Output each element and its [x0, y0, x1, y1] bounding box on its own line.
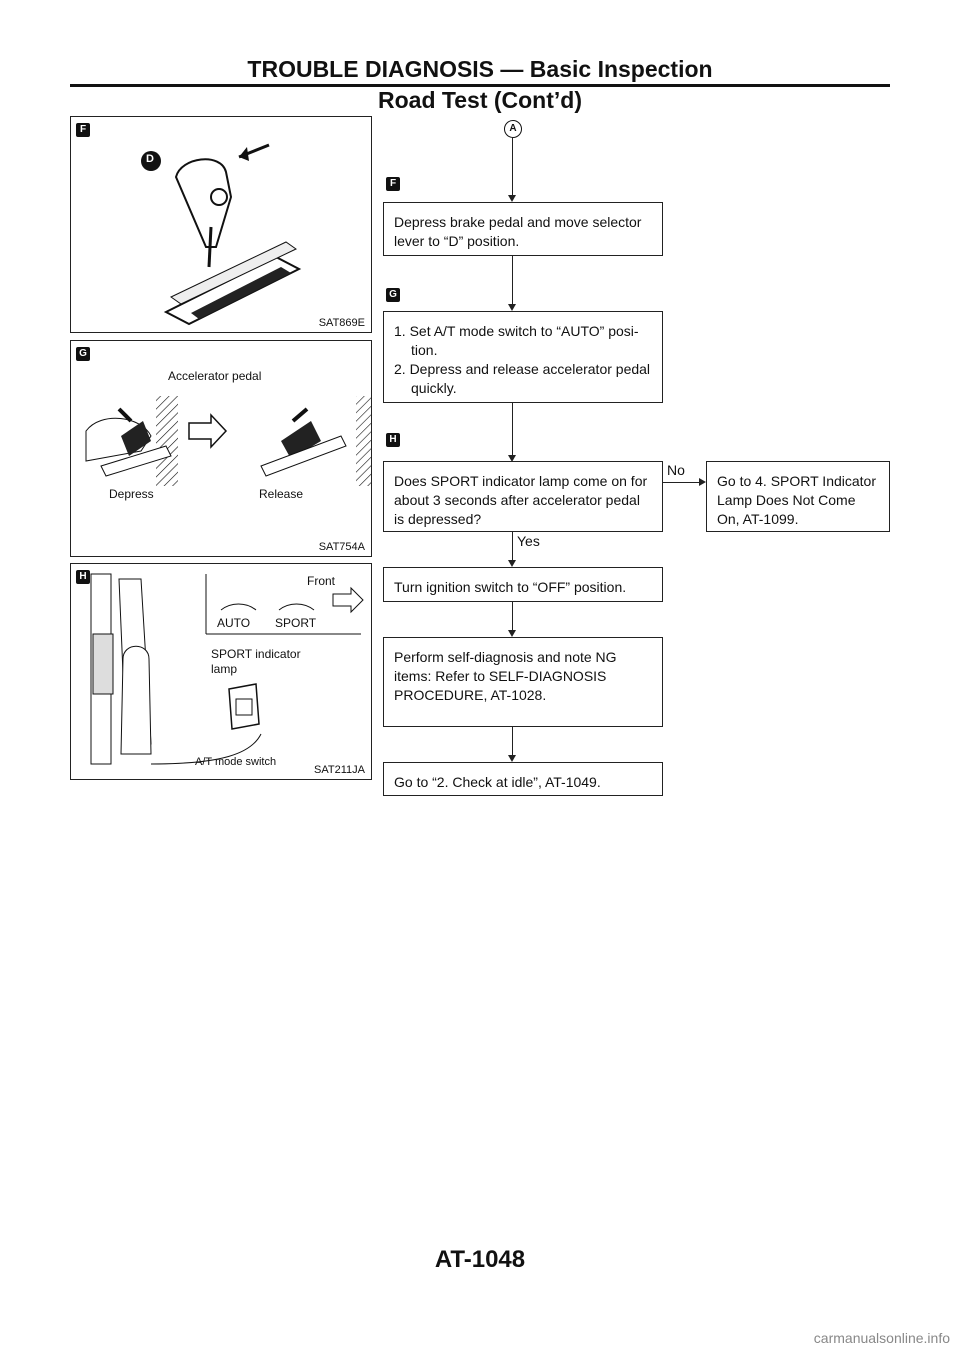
- question-box: [383, 461, 663, 532]
- step-text: Go to “2. Check at idle”, AT-1049.: [394, 774, 601, 790]
- step-tag-f: F: [386, 177, 400, 191]
- figure-code: SAT869E: [318, 317, 365, 329]
- no-connector: [663, 482, 700, 483]
- step-item: tion.: [411, 342, 438, 358]
- step-text: Perform self-diagnosis and note NG items: Refer to SELF-DIAGNOSIS PROCEDURE, AT-1028.: [394, 649, 617, 703]
- sport-label: SPORT: [275, 616, 317, 630]
- step-box-self-diagnosis: [383, 637, 663, 727]
- no-label: No: [667, 462, 685, 478]
- step-box-ignition: [383, 567, 663, 602]
- arrow-icon: [508, 195, 516, 202]
- connector: [512, 727, 513, 755]
- start-marker-label: A: [509, 123, 517, 134]
- gear-label: D: [146, 153, 154, 165]
- figure-tag-h: H: [76, 570, 90, 584]
- yes-label: Yes: [517, 533, 540, 549]
- step-box-goto: [383, 762, 663, 796]
- indicator-label: SPORT indicator: [211, 647, 301, 661]
- step-text: Turn ignition switch to “OFF” position.: [394, 579, 627, 595]
- arrow-icon: [508, 304, 516, 311]
- figure-code: SAT754A: [318, 541, 365, 553]
- selector-lever-illustration: [71, 117, 372, 333]
- front-label: Front: [307, 574, 336, 588]
- no-result-text: Go to 4. SPORT Indicator Lamp Does Not Come On, AT-1099.: [717, 473, 877, 527]
- arrow-icon: [508, 560, 516, 567]
- pedal-label: Accelerator pedal: [168, 369, 262, 383]
- no-result-box: [706, 461, 890, 532]
- step-item: 1. Set A/T mode switch to “AUTO” posi-: [394, 323, 639, 339]
- figure-at-mode-switch: [70, 563, 372, 780]
- figure-tag-f: F: [76, 123, 90, 137]
- step-item: quickly.: [411, 380, 457, 396]
- page-subtitle: Road Test (Cont’d): [378, 87, 582, 113]
- question-text: Does SPORT indicator lamp come on for about 3 seconds after accelerator pedal is depressed?: [394, 473, 648, 527]
- arrow-icon: [699, 478, 706, 486]
- figure-code: SAT211JA: [314, 764, 365, 776]
- step-tag-h: H: [386, 433, 400, 447]
- connector: [512, 137, 513, 195]
- switch-label: A/T mode switch: [195, 756, 277, 768]
- start-marker: [504, 120, 522, 138]
- connector: [512, 403, 513, 455]
- step-box-g: [383, 311, 663, 403]
- connector: [512, 602, 513, 630]
- connector: [512, 256, 513, 304]
- release-label: Release: [259, 487, 304, 501]
- depress-label: Depress: [109, 487, 154, 501]
- auto-label: AUTO: [217, 616, 251, 630]
- step-box-f: [383, 202, 663, 256]
- step-text: Depress brake pedal and move selector lever to “D” position.: [394, 214, 642, 249]
- step-item: 2. Depress and release accelerator pedal: [394, 361, 651, 377]
- figure-accelerator-pedal: [70, 340, 372, 557]
- page-number: AT-1048: [434, 1246, 526, 1273]
- watermark: carmanualsonline.info: [813, 1330, 950, 1346]
- figure-tag-g: G: [76, 347, 90, 361]
- step-tag-g: G: [386, 288, 400, 302]
- section-title: TROUBLE DIAGNOSIS — Basic Inspection: [247, 56, 713, 82]
- connector: [512, 532, 513, 560]
- arrow-icon: [508, 630, 516, 637]
- figure-selector-lever: [70, 116, 372, 333]
- lamp-label: lamp: [211, 662, 238, 676]
- arrow-icon: [508, 755, 516, 762]
